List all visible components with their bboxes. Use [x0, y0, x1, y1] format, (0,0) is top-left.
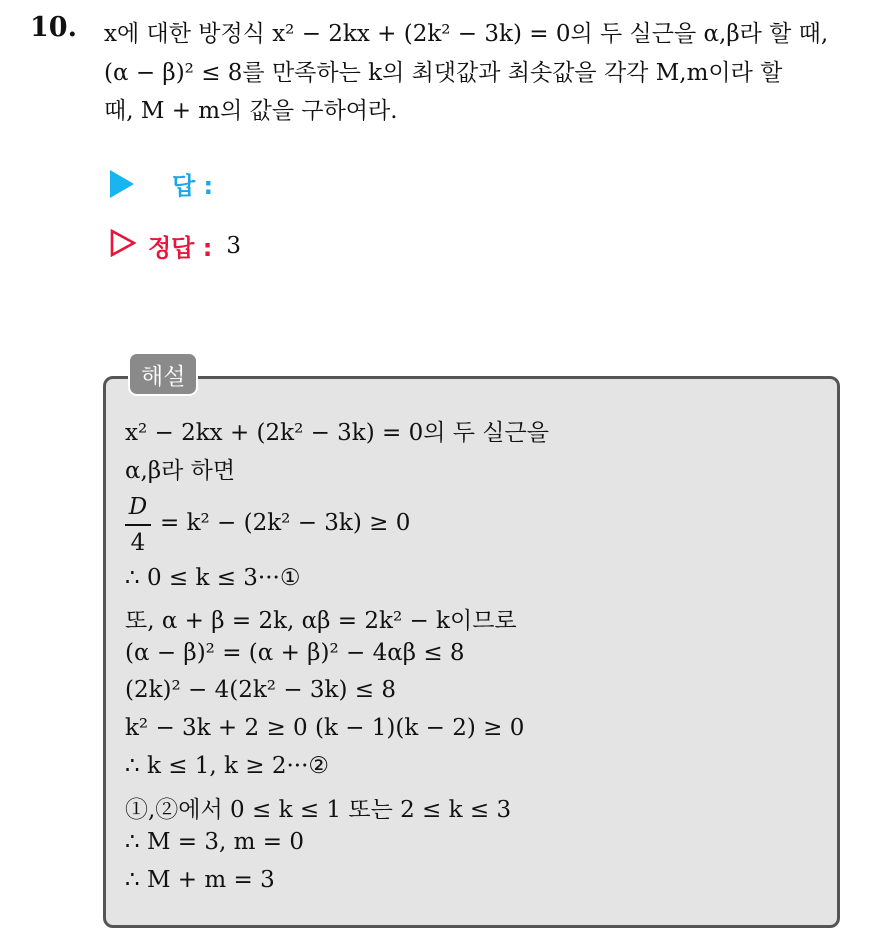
solution-line: x² − 2kx + (2k² − 3k) = 0의 두 실근을: [125, 420, 549, 446]
answer-input-row: [110, 166, 213, 201]
solution-line: α,β라 하면: [125, 458, 236, 484]
correct-answer-label: 정답 :: [148, 234, 213, 262]
solution-line: k² − 3k + 2 ≥ 0 (k − 1)(k − 2) ≥ 0: [125, 715, 525, 741]
fraction-numerator: D: [128, 494, 148, 520]
solution-line: ①,②에서 0 ≤ k ≤ 1 또는 2 ≤ k ≤ 3: [125, 797, 512, 823]
solution-line: (2k)² − 4(2k² − 3k) ≤ 8: [125, 677, 396, 703]
solution-line: ∴ M = 3, m = 0: [125, 829, 304, 855]
outline-arrow-icon: [110, 229, 136, 263]
correct-answer-row: [110, 228, 241, 263]
question-line-1: x에 대한 방정식 x² − 2kx + (2k² − 3k) = 0의 두 실근을 α,β라 할 때,: [104, 21, 829, 47]
question-line-3: 때, M + m의 값을 구하여라.: [104, 98, 398, 124]
solution-line: ∴ 0 ≤ k ≤ 3···①: [125, 565, 301, 591]
question-number: 10.: [30, 12, 77, 43]
solution-line: (α − β)² = (α + β)² − 4αβ ≤ 8: [125, 640, 465, 666]
solution-line: ∴ k ≤ 1, k ≥ 2···②: [125, 753, 330, 779]
answer-label: 답 :: [172, 172, 214, 200]
question-line-2: (α − β)² ≤ 8를 만족하는 k의 최댓값과 최솟값을 각각 M,m이라 할: [104, 60, 783, 86]
discriminant-expression: = k² − (2k² − 3k) ≥ 0: [160, 510, 411, 536]
fraction-denominator: 4: [130, 530, 146, 556]
solution-tab: 해설: [128, 352, 198, 396]
fraction-d-over-4: [125, 494, 151, 556]
correct-answer-value: 3: [226, 232, 241, 259]
solution-line: 또, α + β = 2k, αβ = 2k² − k이므로: [125, 608, 517, 634]
solution-line: ∴ M + m = 3: [125, 867, 275, 893]
fraction-bar: [125, 524, 151, 526]
play-arrow-icon: [110, 170, 134, 198]
